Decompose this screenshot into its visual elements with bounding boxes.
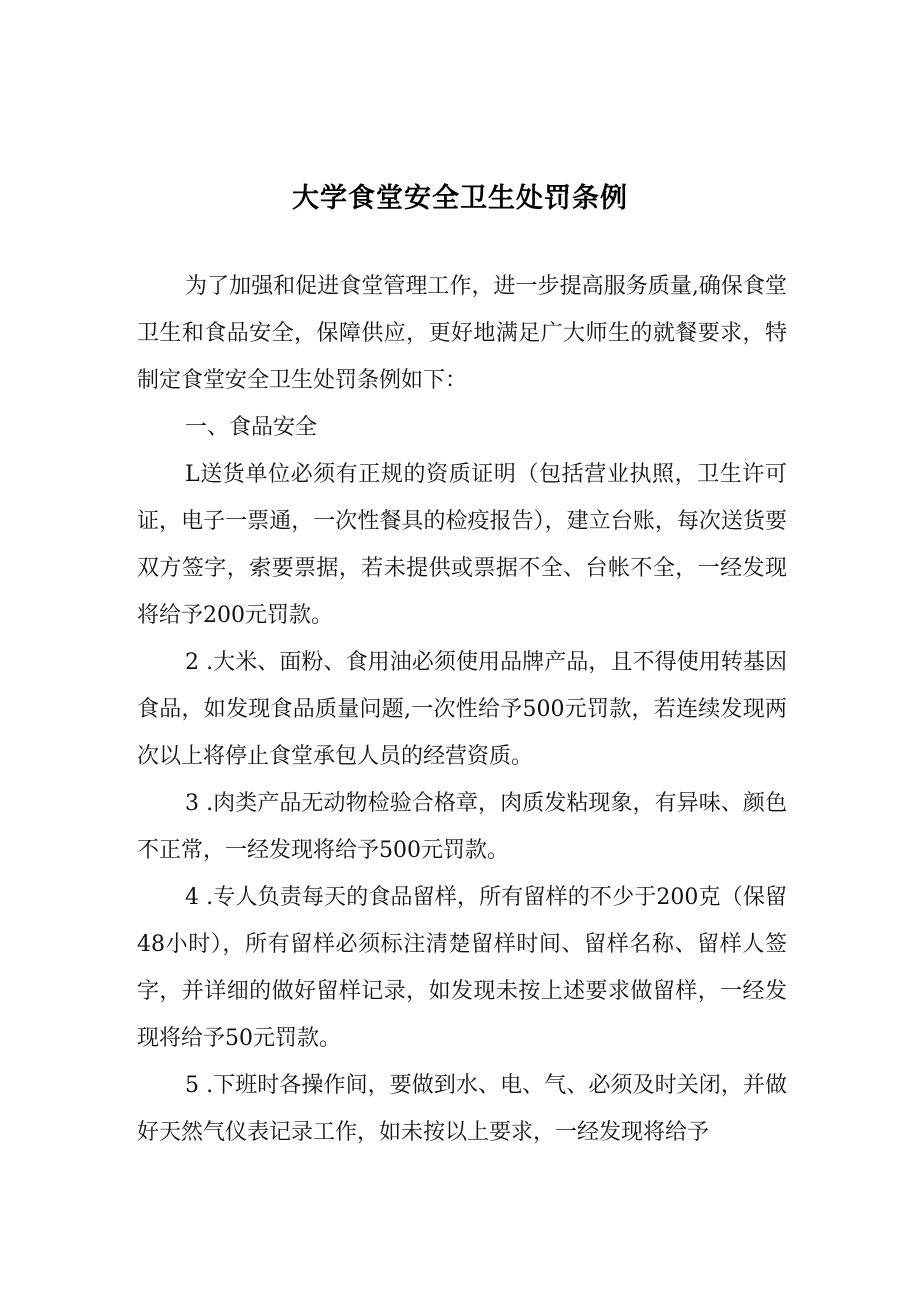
intro-paragraph: 为了加强和促进食堂管理工作，进一步提高服务质量,确保食堂卫生和食品安全，保障供应，更好地满足广大师生的就餐要求，特制定食堂安全卫生处罚条例如下： (137, 274, 787, 393)
rule-3-paragraph: 3 .肉类产品无动物检验合格章，肉质发粘现象，有异味、颜色不正常，一经发现将给予500元罚款。 (137, 791, 787, 863)
rule-5-paragraph: 5 .下班时各操作间，要做到水、电、气、必须及时关闭，并做好天然气仪表记录工作，如未按以上要求，一经发现将给予 (137, 1073, 787, 1145)
document-body (137, 263, 787, 1156)
rule-4-paragraph: 4 .专人负责每天的食品留样，所有留样的不少于200克（保留48小时），所有留样必须标注清楚留样时间、留样名称、留样人签字，并详细的做好留样记录，如发现未按上述要求做留样，一经发现将给予50元罚款。 (137, 885, 787, 1051)
section-heading-food-safety: 一、食品安全 (185, 415, 318, 440)
rule-1-paragraph: L送货单位必须有正规的资质证明（包括营业执照，卫生许可证，电子一票通，一次性餐具的检疫报告），建立台账，每次送货要双方签字，索要票据，若未提供或票据不全、台帐不全，一经发现将给予200元罚款。 (137, 462, 787, 628)
document-title: 大学食堂安全卫生处罚条例 (292, 183, 628, 214)
rule-2-paragraph: 2 .大米、面粉、食用油必须使用品牌产品，且不得使用转基因食品，如发现食品质量问题,一次性给予500元罚款，若连续发现两次以上将停止食堂承包人员的经营资质。 (137, 650, 787, 769)
